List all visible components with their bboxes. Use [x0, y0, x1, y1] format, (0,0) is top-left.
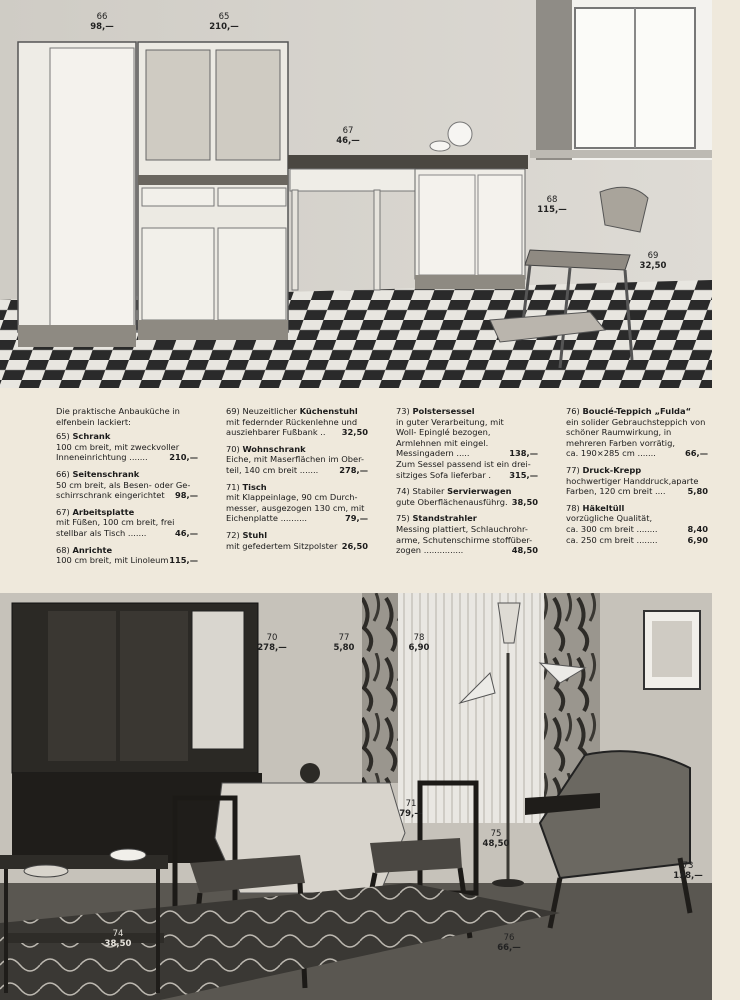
callout-number: 76	[503, 933, 515, 943]
entry-title: Druck-Krepp	[582, 464, 642, 475]
entry-price: 48,50	[511, 545, 538, 556]
entry-73: 73) Polstersessel in guter Verarbeitung, mit Woll- Epinglé bezogen, Armlehnen mit eingel. Messingadern ..... 138,— Zum Sessel passend ist ein drei- sitziges Sofa lieferbar . 315,—	[396, 406, 538, 480]
callout-price: 46,—	[336, 136, 360, 146]
callout-76	[494, 933, 524, 953]
entry-price: 79,—	[345, 513, 368, 524]
entry-price: 8,40	[687, 523, 708, 534]
callout-number: 69	[647, 251, 659, 261]
callout-70	[256, 633, 288, 653]
price-column-3	[396, 406, 538, 562]
callout-75	[480, 829, 512, 849]
intro-text: Die praktische Anbauküche in elfenbein lackiert:	[56, 406, 180, 427]
entry-68: 68) Anrichte 100 cm breit, mit Linoleum 115,—	[56, 544, 198, 566]
entry-70: 70) Wohnschrank Eiche, mit Maserflächen im Ober- teil, 140 cm breit ....... 278,—	[226, 443, 368, 475]
entry-title: Tisch	[242, 481, 267, 492]
callout-78	[405, 633, 433, 653]
callout-price: 115,—	[537, 205, 567, 215]
callout-number: 75	[490, 829, 502, 839]
entry-price: 66,—	[685, 448, 708, 459]
callout-price: 66,—	[497, 943, 521, 953]
callout-price: 79,—	[399, 809, 423, 819]
callout-number: 78	[413, 633, 425, 643]
entry-title: Stuhl	[242, 529, 268, 540]
entry-price: 278,—	[339, 464, 368, 475]
entry-74: 74) Stabiler Servierwagen gute Oberflächenausführg. 38,50	[396, 486, 538, 507]
entry-71: 71) Tisch mit Klappeinlage, 90 cm Durch- messer, ausgezogen 130 cm, mit Eichenplatte .......... 79,—	[226, 481, 368, 524]
entry-price: 26,50	[341, 540, 368, 551]
entry-78: 78) Häkeltüll vorzügliche Qualität, ca. 300 cm breit ........ 8,40 ca. 250 cm breit ........ 6,90	[566, 502, 708, 545]
callout-66	[88, 12, 116, 32]
callout-price: 98,—	[90, 22, 114, 32]
entry-title: Schrank	[72, 431, 111, 442]
living-room-photo	[0, 593, 712, 1000]
entry-title: Arbeitsplatte	[72, 506, 135, 517]
entry-67: 67) Arbeitsplatte mit Füßen, 100 cm breit, frei stellbar als Tisch ....... 46,—	[56, 506, 198, 538]
callout-price: 210,—	[209, 22, 239, 32]
callout-number: 73	[682, 861, 694, 871]
entry-title: Standstrahler	[412, 513, 477, 524]
kitchen-illustration	[0, 0, 712, 388]
kitchen-photo	[0, 0, 712, 388]
price-column-1	[56, 406, 198, 572]
entry-title: Wohnschrank	[242, 443, 306, 454]
entry-66: 66) Seitenschrank 50 cm breit, als Besen- oder Ge- schirrschrank eingerichtet 98,—	[56, 468, 198, 501]
callout-77	[330, 633, 358, 653]
entry-title: Bouclé-Teppich „Fulda“	[582, 406, 692, 416]
callout-price: 48,50	[482, 839, 510, 849]
callout-number: 67	[342, 126, 354, 136]
entry-price: 115,—	[169, 555, 198, 566]
entry-title: Häkeltüll	[582, 502, 625, 513]
price-column-4	[566, 406, 708, 551]
entry-title: Seitenschrank	[72, 468, 140, 479]
callout-price: 138,—	[673, 871, 703, 881]
callout-69	[638, 251, 668, 271]
entry-price: 138,—	[509, 448, 538, 459]
callout-number: 74	[112, 929, 124, 939]
entry-price: 32,50	[341, 427, 368, 438]
callout-65	[208, 12, 240, 32]
callout-71	[398, 799, 424, 819]
callout-number: 77	[338, 633, 350, 643]
entry-price: 98,—	[175, 490, 198, 501]
callout-price: 278,—	[257, 643, 287, 653]
callout-price: 38,50	[104, 939, 132, 949]
entry-price: 6,90	[687, 534, 708, 545]
entry-65: 65) Schrank 100 cm breit, mit zweckvoller Inneneinrichtung ....... 210,—	[56, 431, 198, 463]
entry-price: 210,—	[169, 452, 198, 463]
callout-price: 32,50	[639, 261, 667, 271]
entry-price: 5,80	[687, 486, 708, 497]
entry-price: 315,—	[509, 469, 538, 480]
callout-74	[100, 929, 136, 949]
entry-title: Servierwagen	[447, 486, 512, 497]
entry-76: 76) Bouclé-Teppich „Fulda“ ein solider Gebrauchsteppich von schöner Raumwirkung, in mehreren Farben vorrätig, ca. 190×285 cm ....... 66,—	[566, 406, 708, 459]
callout-73	[670, 861, 706, 881]
entry-72: 72) Stuhl mit gefedertem Sitzpolster 26,50	[226, 529, 368, 551]
entry-title: Polstersessel	[412, 406, 475, 416]
callout-price: 5,80	[333, 643, 355, 653]
price-list	[0, 388, 740, 593]
entry-77: 77) Druck-Krepp hochwertiger Handdruck,aparte Farben, 120 cm breit .... 5,80	[566, 464, 708, 497]
callout-price: 6,90	[408, 643, 430, 653]
entry-69: 69) Neuzeitlicher Küchenstuhl mit federnder Rückenlehne und ausziehbarer Fußbank .. 32,50	[226, 406, 368, 438]
callout-number: 68	[546, 195, 558, 205]
callout-number: 66	[96, 12, 108, 22]
callout-number: 71	[405, 799, 417, 809]
entry-75: 75) Standstrahler Messing plattiert, Schlauchrohr- arme, Schutenschirme stoffüber- zogen ............... 48,50	[396, 513, 538, 556]
entry-price: 38,50	[511, 496, 538, 507]
price-column-2	[226, 406, 368, 557]
callout-67	[334, 126, 362, 146]
callout-68	[536, 195, 568, 215]
entry-price: 46,—	[175, 527, 198, 538]
entry-title: Küchenstuhl	[299, 406, 358, 416]
callout-number: 70	[266, 633, 278, 643]
entry-title: Anrichte	[72, 544, 113, 555]
callout-number: 65	[218, 12, 230, 22]
